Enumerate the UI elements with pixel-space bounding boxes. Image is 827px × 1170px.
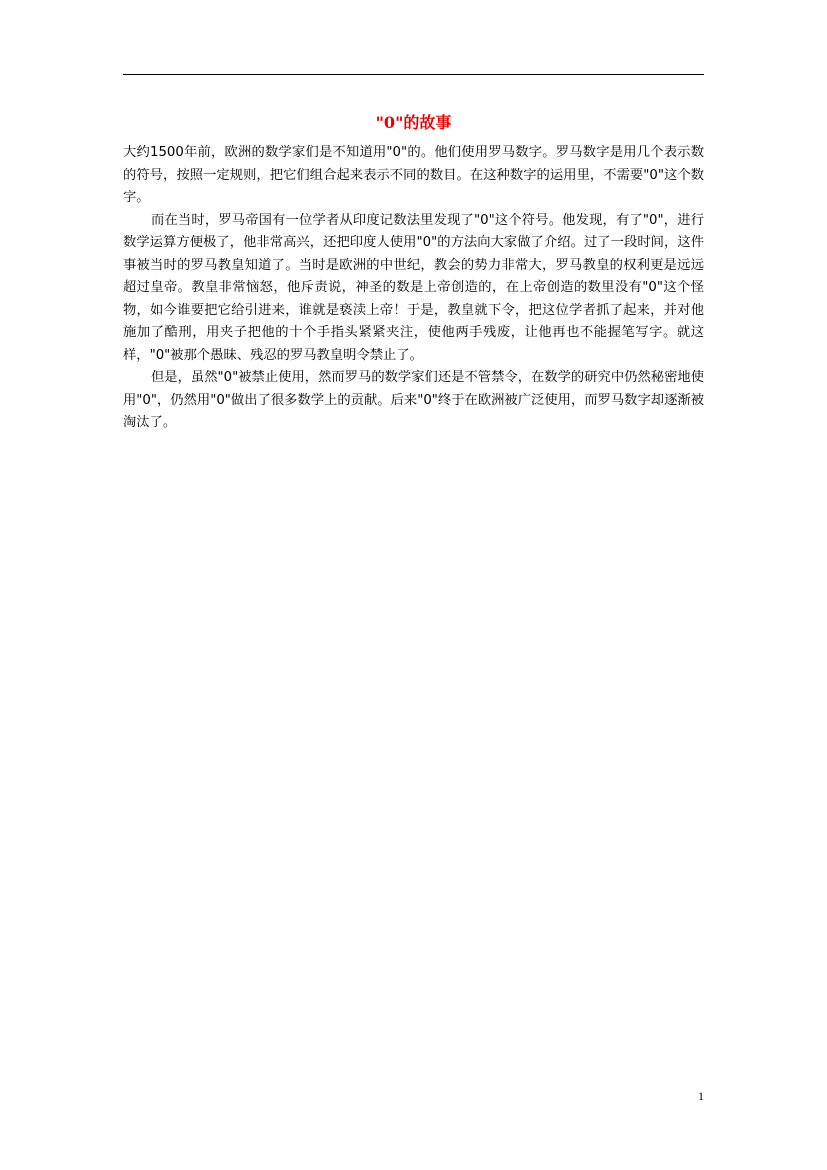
paragraph-3: 但是，虽然"0"被禁止使用，然而罗马的数学家们还是不管禁令，在数学的研究中仍然秘密地使用"0"，仍然用"0"做出了很多数学上的贡献。后来"0"终于在欧洲被广泛使用，而罗马数字却逐渐被淘汰了。	[123, 370, 704, 430]
page-number: 1	[698, 1089, 704, 1103]
paragraph-2: 而在当时，罗马帝国有一位学者从印度记数法里发现了"0"这个符号。他发现，有了"0"，进行数学运算方便极了，他非常高兴，还把印度人使用"0"的方法向大家做了介绍。过了一段时间，这件事被当时的罗马教皇知道了。当时是欧洲的中世纪，教会的势力非常大，罗马教皇的权利更是远远超过皇帝。教皇非常恼怒，他斥责说，神圣的数是上帝创造的，在上帝创造的数里没有"0"这个怪物，如今谁要把它给引进来，谁就是亵渎上帝！于是，教皇就下令，把这位学者抓了起来，并对他施加了酷刑，用夹子把他的十个手指头紧紧夹注，使他两手残废，让他再也不能握笔写字。就这样，"0"被那个愚昧、残忍的罗马教皇明令禁止了。	[123, 212, 704, 363]
paragraph-1: 大约1500年前，欧洲的数学家们是不知道用"0"的。他们使用罗马数字。罗马数字是用几个表示数的符号，按照一定规则，把它们组合起来表示不同的数目。在这种数字的运用里，不需要"0"这个数字。	[123, 145, 704, 205]
header-rule	[123, 74, 704, 75]
document-body	[123, 142, 704, 435]
document-title: "0"的故事	[375, 113, 452, 132]
